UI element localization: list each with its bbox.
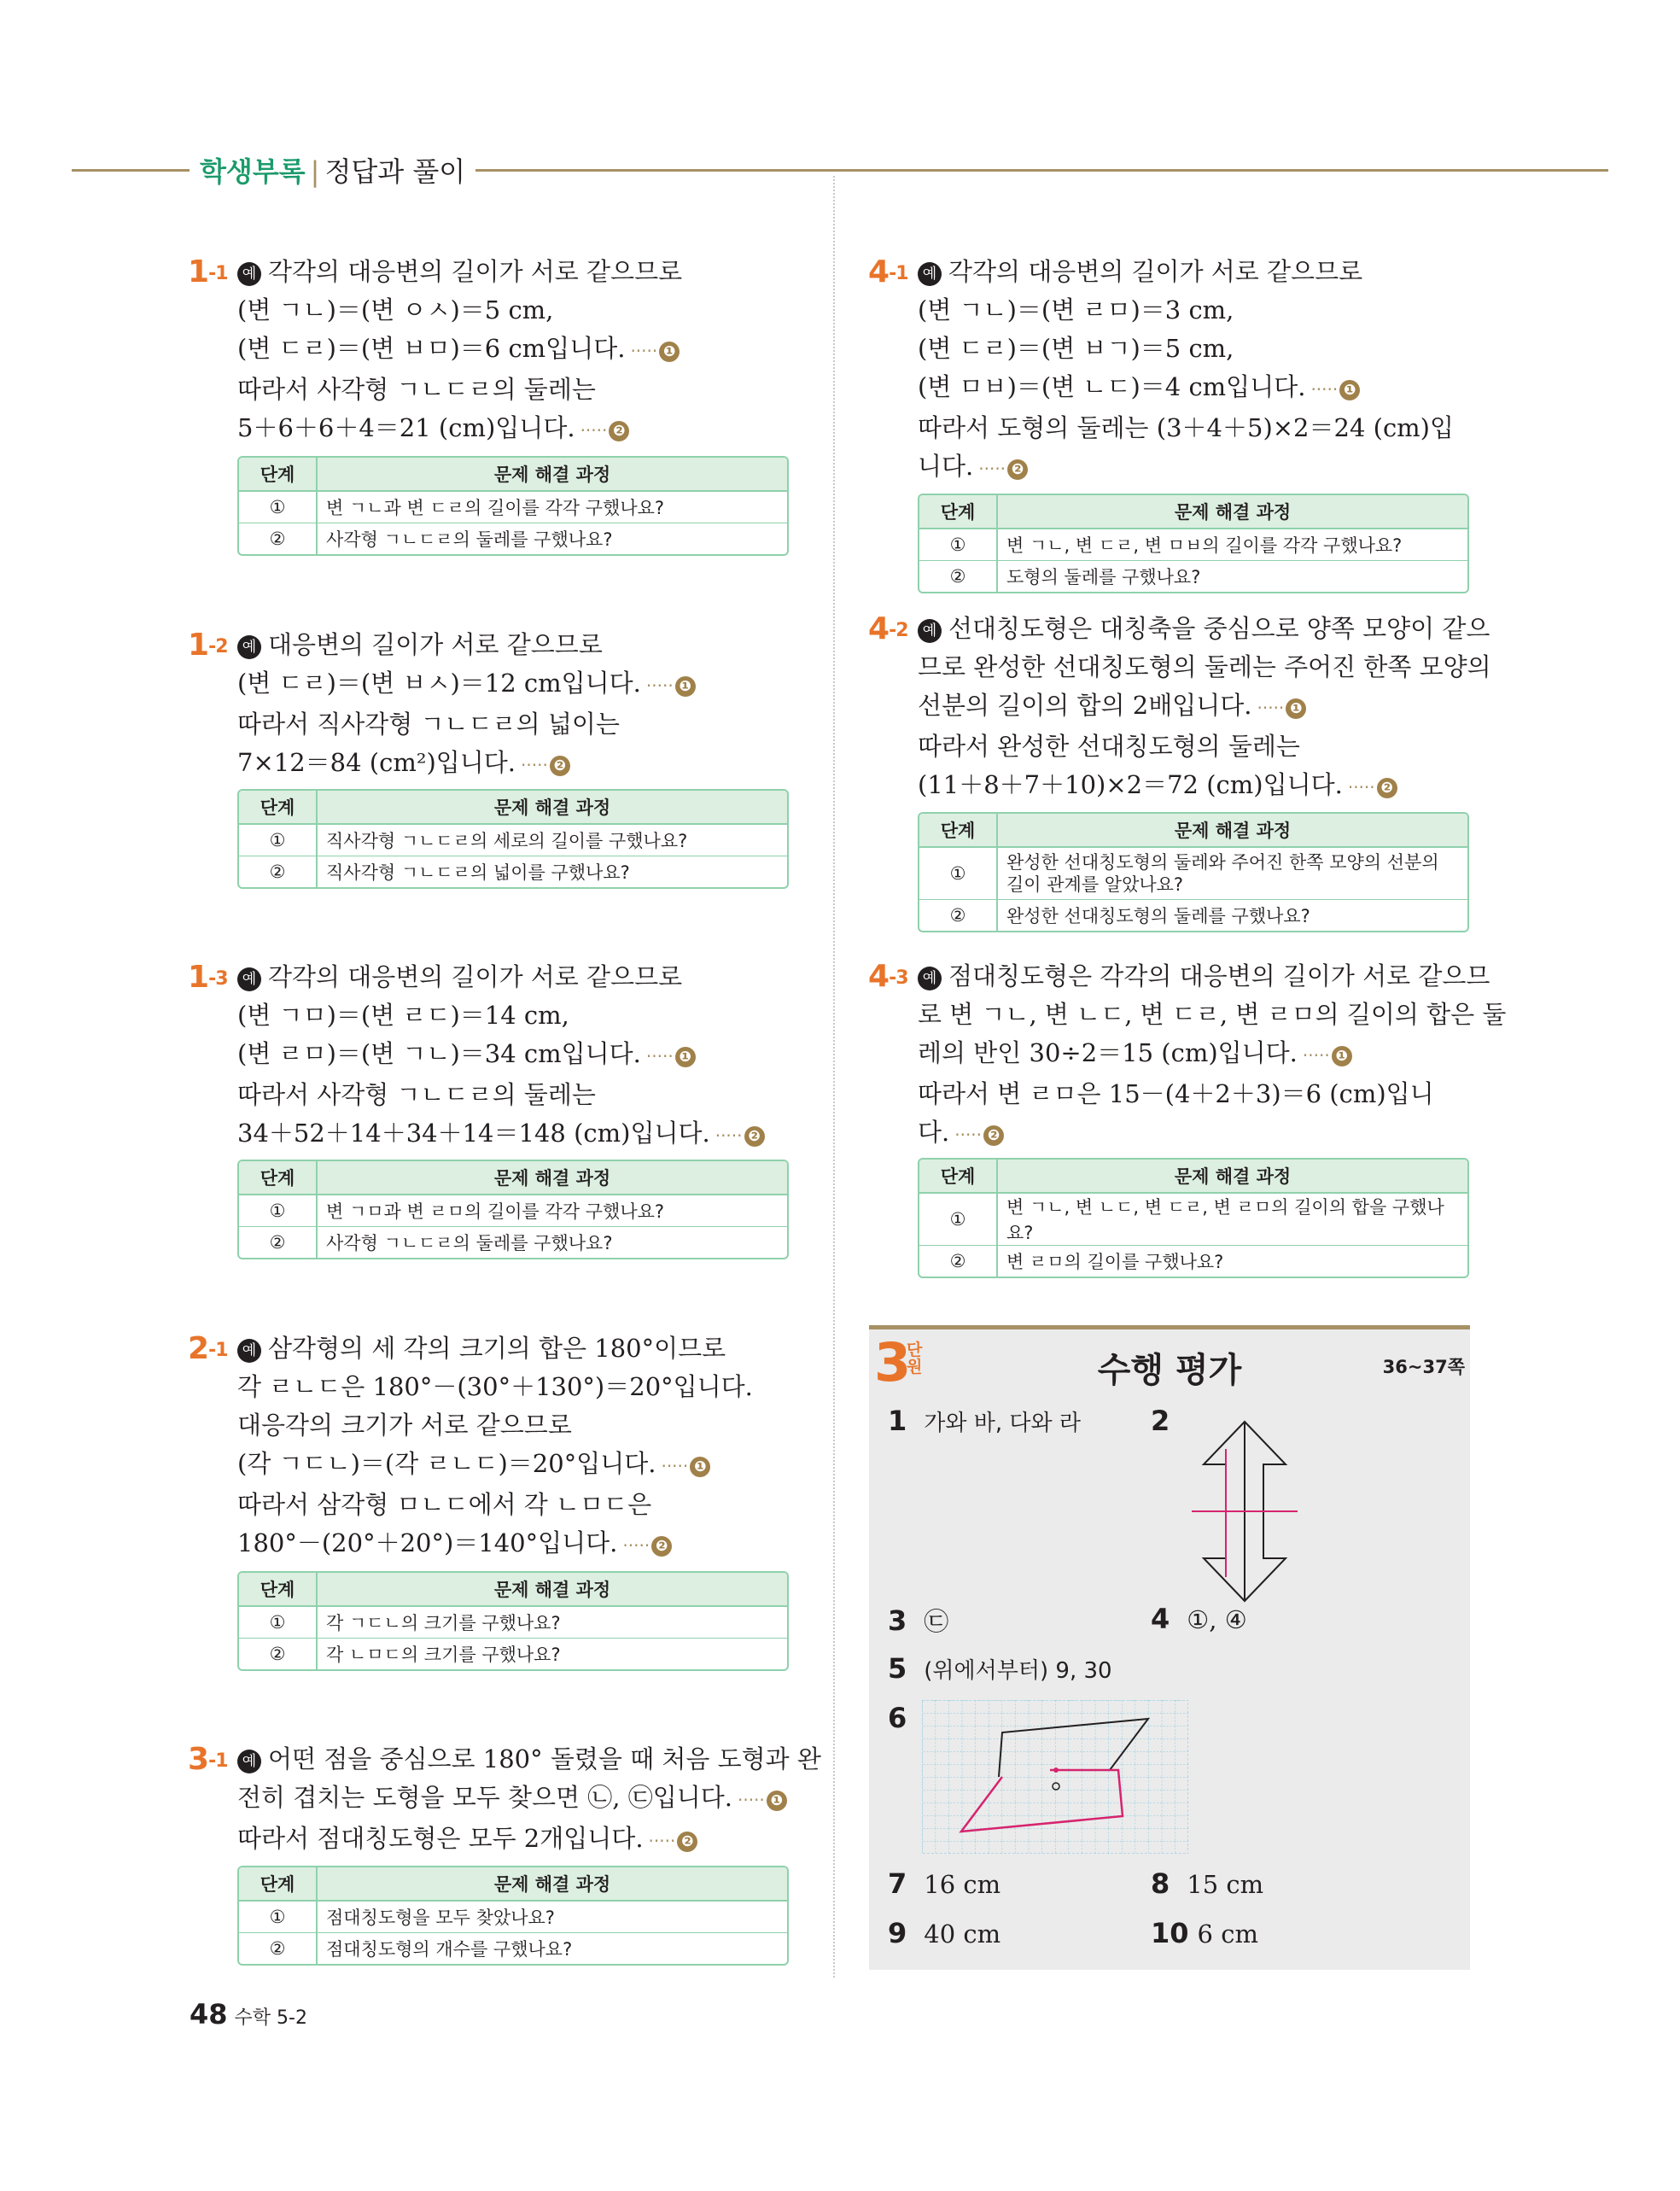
header-rule-left xyxy=(72,169,200,172)
step-marker: ····· ❶ xyxy=(1303,1045,1352,1066)
solution-line: (변 ㄱㅁ)＝(변 ㄹㄷ)＝14 cm, xyxy=(237,1001,569,1030)
example-badge: 예 xyxy=(237,1750,261,1773)
solution-line: 레의 반인 30÷2＝15 (cm)입니다. ····· ❶ xyxy=(918,1034,1469,1075)
steps-table: 단계 문제 해결 과정 ① 변 ㄱㄴ과 변 ㄷㄹ의 길이를 각각 구했나요? ② 사각형 ㄱㄴㄷㄹ의 둘레를 구했나요? xyxy=(237,456,789,556)
problem-p43 xyxy=(868,957,1507,1154)
solution-line: (각 ㄱㄷㄴ)＝(각 ㄹㄴㄷ)＝20°입니다. ····· ❶ xyxy=(237,1445,789,1486)
problem-number: $4^{-2}$ xyxy=(868,611,908,646)
column-divider xyxy=(833,176,835,1978)
example-badge: 예 xyxy=(237,1339,261,1363)
table-row: ② 각 ㄴㅁㄷ의 크기를 구했나요? xyxy=(239,1639,787,1669)
table-row: ① 각 ㄱㄷㄴ의 크기를 구했나요? xyxy=(239,1607,787,1639)
header-separator: | xyxy=(310,155,320,188)
solution-line: 전히 겹치는 도형을 모두 찾으면 ㉡, ㉢입니다. ····· ❶ xyxy=(237,1779,789,1820)
step-marker: ····· ❷ xyxy=(978,459,1028,479)
steps-table: 단계 문제 해결 과정 ① 점대칭도형을 모두 찾았나요? ② 점대칭도형의 개수를 구했나요? xyxy=(237,1866,789,1966)
header-title: 학생부록 xyxy=(200,155,306,188)
solution-line: 로 변 ㄱㄴ, 변 ㄴㄷ, 변 ㄷㄹ, 변 ㄹㅁ의 길이의 합은 둘 xyxy=(918,1000,1507,1029)
assessment-box xyxy=(869,1325,1470,1970)
solution-line: 선분의 길이의 합의 2배입니다. ····· ❶ xyxy=(918,687,1469,727)
solution-line: 예 어떤 점을 중심으로 180° 돌렸을 때 처음 도형과 완 xyxy=(237,1740,789,1779)
answer-2-figure xyxy=(1185,1415,1304,1611)
steps-table: 단계 문제 해결 과정 ① 직사각형 ㄱㄴㄷㄹ의 세로의 길이를 구했나요? ② 직사각형 ㄱㄴㄷㄹ의 넓이를 구했나요? xyxy=(237,789,789,889)
step-marker: ····· ❷ xyxy=(622,1535,672,1556)
solution-line: 대응각의 크기가 서로 같으므로 xyxy=(237,1411,572,1440)
answer-6-grid-figure xyxy=(922,1700,1188,1854)
table-row: ② 변 ㄹㅁ의 길이를 구했나요? xyxy=(919,1246,1467,1277)
solution-line: 예 각각의 대응변의 길이가 서로 같으므로 xyxy=(237,253,789,291)
solution-line: 5＋6＋6＋4＝21 (cm)입니다. ····· ❷ xyxy=(237,409,789,450)
example-badge: 예 xyxy=(237,967,261,991)
problem-p21 xyxy=(188,1329,789,1565)
table-row: ① 변 ㄱㄴ, 변 ㄴㄷ, 변 ㄷㄹ, 변 ㄹㅁ의 길이의 합을 구했나요? xyxy=(919,1194,1467,1246)
solution-line: 따라서 점대칭도형은 모두 2개입니다. ····· ❷ xyxy=(237,1820,789,1861)
problem-number: $4^{-3}$ xyxy=(868,959,908,994)
solution-line: 따라서 삼각형 ㅁㄴㄷ에서 각 ㄴㅁㄷ은 xyxy=(237,1490,652,1519)
problem-number: $1^{-1}$ xyxy=(188,254,228,289)
answer-3: 3 ㉢ xyxy=(888,1604,949,1637)
answer-6: 6 xyxy=(888,1702,907,1734)
assessment-title: 수행 평가 xyxy=(1097,1351,1242,1390)
solution-line: 34＋52＋14＋34＋14＝148 (cm)입니다. ····· ❷ xyxy=(237,1114,789,1155)
table-row: ② 직사각형 ㄱㄴㄷㄹ의 넓이를 구했나요? xyxy=(239,856,787,887)
problem-p41 xyxy=(868,253,1469,488)
step-marker: ····· ❷ xyxy=(521,755,570,775)
answer-8: 8 15 cm xyxy=(1151,1867,1264,1900)
answer-1: 1 가와 바, 다와 라 xyxy=(888,1405,1082,1437)
steps-table: 단계 문제 해결 과정 ① 각 ㄱㄷㄴ의 크기를 구했나요? ② 각 ㄴㅁㄷ의 크기를 구했나요? xyxy=(237,1571,789,1671)
solution-line: 예 각각의 대응변의 길이가 서로 같으므로 xyxy=(237,958,789,996)
solution-line: 예 대응변의 길이가 서로 같으므로 xyxy=(237,626,789,664)
problem-p31 xyxy=(188,1740,821,1861)
unit-label: 단원 xyxy=(907,1341,923,1376)
steps-table: 단계 문제 해결 과정 ① 변 ㄱㄴ, 변 ㄷㄹ, 변 ㅁㅂ의 길이를 각각 구했나요? ② 도형의 둘레를 구했나요? xyxy=(918,494,1469,593)
problem-number: $4^{-1}$ xyxy=(868,254,908,289)
table-row: ① 변 ㄱㄴ과 변 ㄷㄹ의 길이를 각각 구했나요? xyxy=(239,492,787,523)
answer-10: 10 6 cm xyxy=(1151,1917,1258,1949)
solution-line: 다. ····· ❷ xyxy=(918,1113,1469,1154)
step-marker: ····· ❷ xyxy=(649,1831,698,1851)
solution-line: 180°－(20°＋20°)＝140°입니다. ····· ❷ xyxy=(237,1524,789,1565)
solution-line: 각 ㄹㄴㄷ은 180°－(30°＋130°)＝20°입니다. xyxy=(237,1372,753,1401)
solution-line: (변 ㅁㅂ)＝(변 ㄴㄷ)＝4 cm입니다. ····· ❶ xyxy=(918,368,1469,409)
solution-line: (변 ㄱㄴ)＝(변 ㄹㅁ)＝3 cm, xyxy=(918,295,1234,324)
solution-line: 따라서 직사각형 ㄱㄴㄷㄹ의 넓이는 xyxy=(237,710,620,739)
solution-line: 예 선대칭도형은 대칭축을 중심으로 양쪽 모양이 같으 xyxy=(918,610,1469,648)
problem-p11 xyxy=(188,253,789,450)
solution-line: (변 ㄷㄹ)＝(변 ㅂㄱ)＝5 cm, xyxy=(918,334,1234,363)
step-marker: ····· ❷ xyxy=(580,420,630,441)
problem-p12 xyxy=(188,626,789,785)
step-marker: ····· ❶ xyxy=(646,675,696,696)
example-badge: 예 xyxy=(918,619,942,643)
table-row: ① 변 ㄱㅁ과 변 ㄹㅁ의 길이를 각각 구했나요? xyxy=(239,1195,787,1227)
answer-7: 7 16 cm xyxy=(888,1867,1001,1900)
solution-line: 따라서 변 ㄹㅁ은 15－(4＋2＋3)＝6 (cm)입니 xyxy=(918,1079,1434,1108)
example-badge: 예 xyxy=(237,262,261,286)
answer-5: 5 (위에서부터) 9, 30 xyxy=(888,1652,1112,1685)
solution-line: 7×12＝84 (cm²)입니다. ····· ❷ xyxy=(237,744,789,785)
table-row: ① 완성한 선대칭도형의 둘레와 주어진 한쪽 모양의 선분의 길이 관계를 알았나요? xyxy=(919,848,1467,900)
table-row: ② 점대칭도형의 개수를 구했나요? xyxy=(239,1933,787,1964)
table-row: ① 점대칭도형을 모두 찾았나요? xyxy=(239,1902,787,1933)
table-row: ① 변 ㄱㄴ, 변 ㄷㄹ, 변 ㅁㅂ의 길이를 각각 구했나요? xyxy=(919,529,1467,561)
book-title: 수학 5-2 xyxy=(234,2007,307,2029)
page-number: 48 xyxy=(190,1998,228,2030)
solution-line: (11＋8＋7＋10)×2＝72 (cm)입니다. ····· ❷ xyxy=(918,766,1469,807)
step-marker: ····· ❶ xyxy=(661,1456,710,1476)
solution-line: (변 ㄷㄹ)＝(변 ㅂㅁ)＝6 cm입니다. ····· ❶ xyxy=(237,330,789,371)
steps-table: 단계 문제 해결 과정 ① 변 ㄱㅁ과 변 ㄹㅁ의 길이를 각각 구했나요? ② 사각형 ㄱㄴㄷㄹ의 둘레를 구했나요? xyxy=(237,1160,789,1259)
problem-p42 xyxy=(868,610,1491,807)
table-row: ② 도형의 둘레를 구했나요? xyxy=(919,561,1467,592)
solution-line: 예 삼각형의 세 각의 크기의 합은 180°이므로 xyxy=(237,1329,789,1368)
page-footer xyxy=(190,1998,307,2030)
step-marker: ····· ❷ xyxy=(715,1125,765,1146)
solution-line: 따라서 사각형 ㄱㄴㄷㄹ의 둘레는 xyxy=(237,375,596,404)
unit-number: 3 xyxy=(874,1331,912,1393)
solution-line: 니다. ····· ❷ xyxy=(918,447,1469,488)
step-marker: ····· ❶ xyxy=(1257,698,1307,718)
step-marker: ····· ❶ xyxy=(738,1790,787,1810)
table-row: ① 직사각형 ㄱㄴㄷㄹ의 세로의 길이를 구했나요? xyxy=(239,825,787,856)
step-marker: ····· ❷ xyxy=(1348,777,1397,798)
table-row: ② 완성한 선대칭도형의 둘레를 구했나요? xyxy=(919,900,1467,931)
solution-line: 예 각각의 대응변의 길이가 서로 같으므로 xyxy=(918,253,1469,291)
problem-p13 xyxy=(188,958,789,1155)
table-row: ② 사각형 ㄱㄴㄷㄹ의 둘레를 구했나요? xyxy=(239,523,787,554)
answer-9: 9 40 cm xyxy=(888,1917,1001,1949)
example-badge: 예 xyxy=(918,262,942,286)
steps-table: 단계 문제 해결 과정 ① 완성한 선대칭도형의 둘레와 주어진 한쪽 모양의 선분의 길이 관계를 알았나요? ② 완성한 선대칭도형의 둘레를 구했나요? xyxy=(918,812,1469,932)
step-marker: ····· ❶ xyxy=(646,1046,696,1066)
step-marker: ····· ❶ xyxy=(630,341,680,361)
answer-4: 4 ①, ④ xyxy=(1151,1603,1247,1635)
steps-table: 단계 문제 해결 과정 ① 변 ㄱㄴ, 변 ㄴㄷ, 변 ㄷㄹ, 변 ㄹㅁ의 길이의 합을 구했나요? ② 변 ㄹㅁ의 길이를 구했나요? xyxy=(918,1158,1469,1278)
solution-line: (변 ㄹㅁ)＝(변 ㄱㄴ)＝34 cm입니다. ····· ❶ xyxy=(237,1035,789,1076)
assessment-pages: 36~37쪽 xyxy=(1382,1357,1465,1377)
problem-number: $3^{-1}$ xyxy=(188,1742,228,1777)
solution-line: (변 ㄷㄹ)＝(변 ㅂㅅ)＝12 cm입니다. ····· ❶ xyxy=(237,664,789,705)
table-row: ② 사각형 ㄱㄴㄷㄹ의 둘레를 구했나요? xyxy=(239,1227,787,1258)
solution-line: 예 점대칭도형은 각각의 대응변의 길이가 서로 같으므 xyxy=(918,957,1469,996)
solution-line: 따라서 완성한 선대칭도형의 둘레는 xyxy=(918,732,1300,761)
problem-number: $2^{-1}$ xyxy=(188,1331,228,1366)
page-header xyxy=(190,150,475,190)
solution-line: 따라서 도형의 둘레는 (3＋4＋5)×2＝24 (cm)입 xyxy=(918,413,1455,442)
step-marker: ····· ❷ xyxy=(954,1125,1004,1145)
step-marker: ····· ❶ xyxy=(1310,379,1360,400)
problem-number: $1^{-2}$ xyxy=(188,628,228,663)
answer-2: 2 xyxy=(1151,1405,1170,1437)
example-badge: 예 xyxy=(918,967,942,990)
header-rule-right xyxy=(470,169,1608,172)
solution-line: 므로 완성한 선대칭도형의 둘레는 주어진 한쪽 모양의 xyxy=(918,652,1491,681)
solution-line: (변 ㄱㄴ)＝(변 ㅇㅅ)＝5 cm, xyxy=(237,295,554,324)
solution-line: 따라서 사각형 ㄱㄴㄷㄹ의 둘레는 xyxy=(237,1080,596,1109)
problem-number: $1^{-3}$ xyxy=(188,960,228,995)
example-badge: 예 xyxy=(237,635,261,659)
header-subtitle: 정답과 풀이 xyxy=(324,155,466,188)
